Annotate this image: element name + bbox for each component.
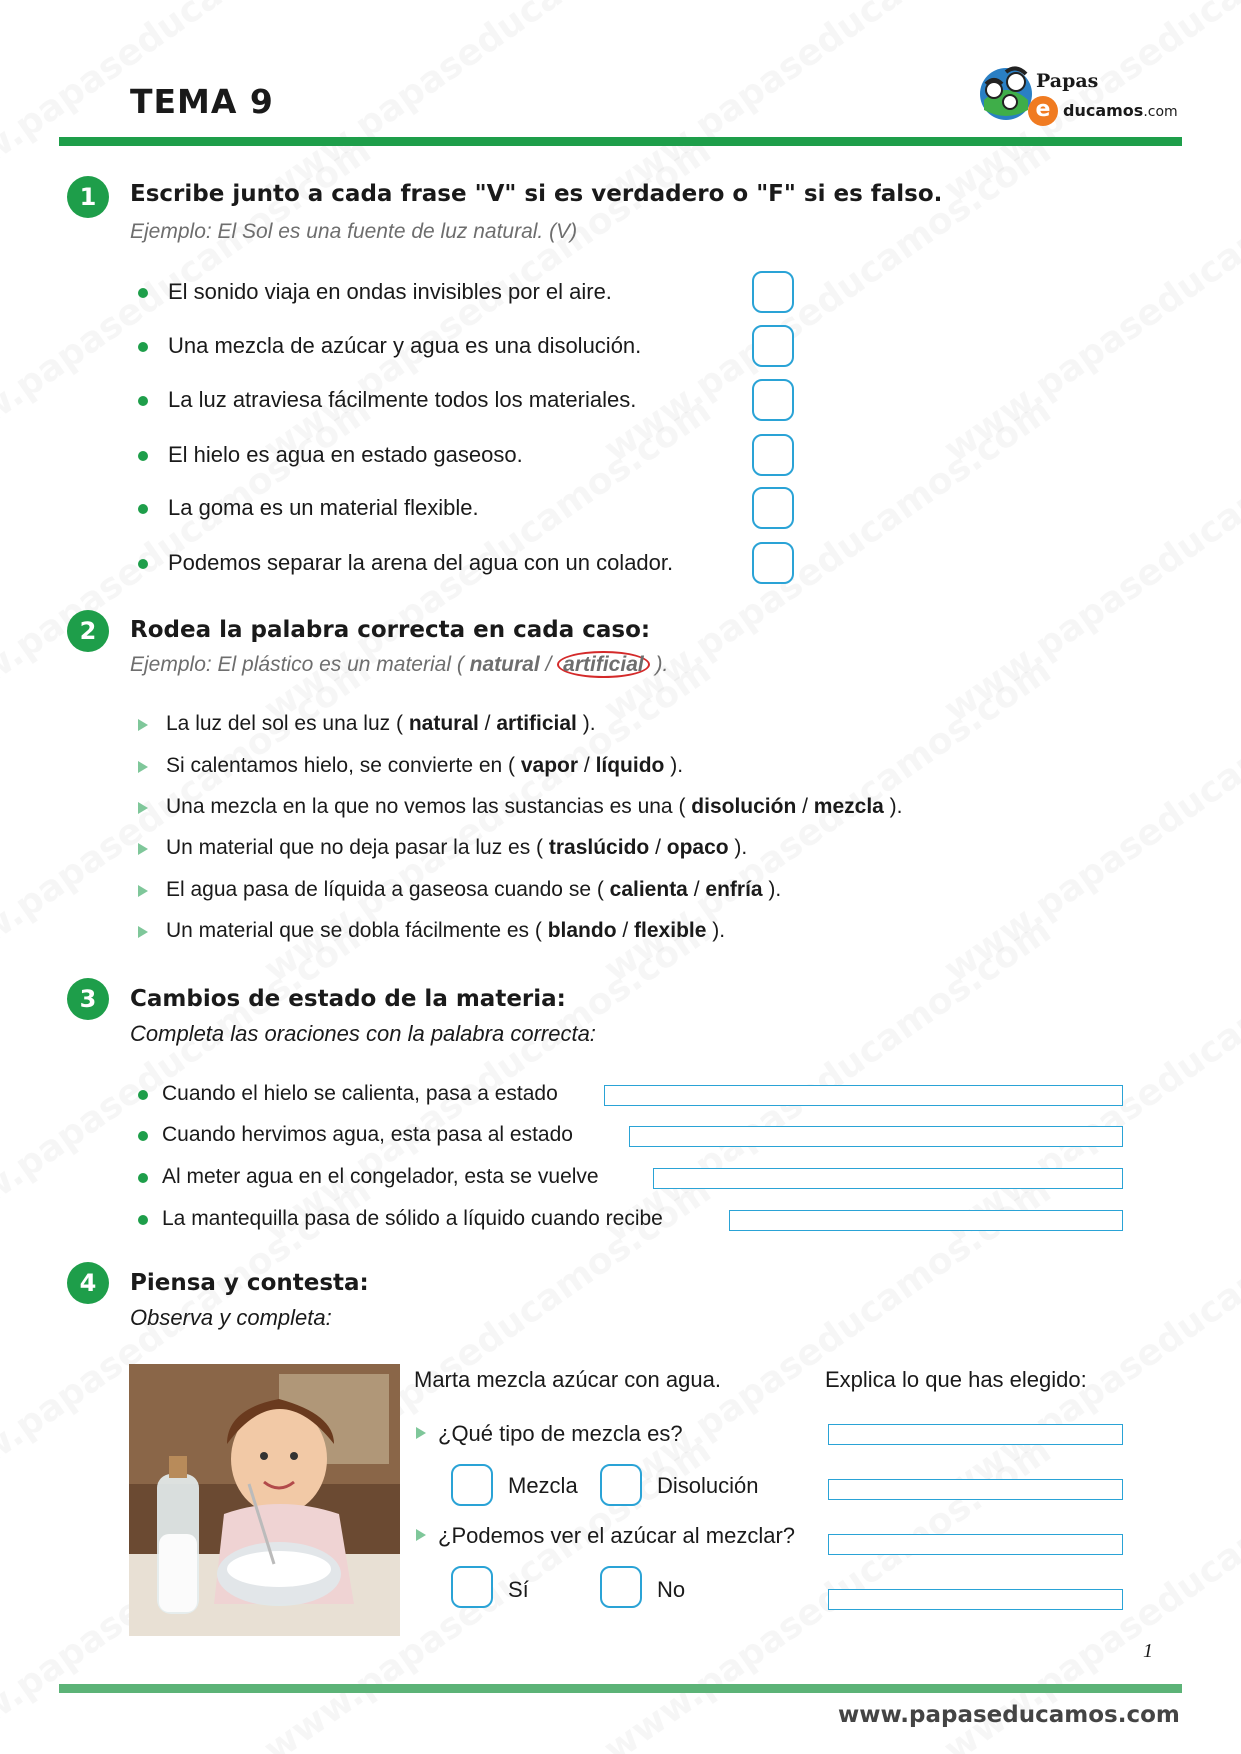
logo-ducamos-text [1063, 101, 1178, 120]
example-option-natural: natural [469, 653, 540, 676]
choice-sentence [166, 878, 781, 902]
choice-option-a[interactable]: natural [408, 712, 479, 735]
example-separator: / [539, 653, 558, 676]
sentence-prefix: Si calentamos hielo, se convierte en ( [166, 754, 521, 777]
logo [976, 60, 1036, 124]
choice-sentence [166, 754, 683, 778]
explain-label: Explica lo que has elegido: [825, 1367, 1087, 1392]
answer-line[interactable] [629, 1126, 1123, 1147]
question-2-text: ¿Podemos ver el azúcar al mezclar? [438, 1523, 796, 1548]
sentence-prefix: La luz del sol es una luz ( [166, 712, 409, 735]
choice-option-b[interactable]: enfría [705, 878, 763, 901]
choice-sentence [166, 919, 725, 943]
answer-line[interactable] [604, 1085, 1123, 1106]
logo-e-badge: e [1028, 96, 1058, 126]
bullet-icon [138, 559, 148, 569]
logo-ducamos-word: ducamos [1063, 101, 1144, 120]
fill-sentence-text: Al meter agua en el congelador, esta se vuelve [162, 1165, 599, 1188]
fill-sentence-text: La mantequilla pasa de sólido a líquido cuando recibe [162, 1207, 663, 1230]
true-false-answer-box[interactable] [752, 271, 794, 313]
true-false-answer-box[interactable] [752, 379, 794, 421]
choice-separator: / [796, 795, 814, 818]
watermark-text [257, 0, 719, 211]
section-1-heading: Escribe junto a cada frase "V" si es verdadero o "F" si es falso. [130, 181, 943, 207]
section-2-example [130, 653, 668, 677]
choice-separator: / [649, 836, 667, 859]
bullet-icon [138, 1173, 148, 1183]
option-disolucion-checkbox[interactable] [600, 1464, 642, 1506]
fill-sentence-text: Cuando hervimos agua, esta pasa al estado [162, 1123, 573, 1146]
watermark-text [937, 910, 1241, 1250]
question-2-marker [416, 1529, 426, 1541]
question-1-text: ¿Qué tipo de mezcla es? [438, 1421, 683, 1446]
statement-text: La luz atraviesa fácilmente todos los materiales. [168, 387, 637, 412]
answer-line[interactable] [653, 1168, 1123, 1189]
watermark-text [597, 910, 1059, 1250]
bullet-icon [138, 1090, 148, 1100]
arrow-bullet-icon [138, 761, 148, 773]
option-si-checkbox[interactable] [451, 1566, 493, 1608]
sentence-prefix: Un material que no deja pasar la luz es ( [166, 836, 549, 859]
section-2-heading: Rodea la palabra correcta en cada caso: [130, 617, 651, 643]
choice-sentence [166, 795, 903, 819]
bullet-icon [138, 288, 148, 298]
section-3-heading: Cambios de estado de la materia: [130, 986, 566, 1012]
family-logo-icon [976, 60, 1036, 124]
page-title: TEMA 9 [130, 82, 274, 121]
choice-separator: / [687, 878, 706, 901]
watermark-text [257, 910, 719, 1250]
watermark-text [0, 910, 378, 1250]
option-mezcla-checkbox[interactable] [451, 1464, 493, 1506]
true-false-answer-box[interactable] [752, 542, 794, 584]
choice-sentence [166, 836, 747, 860]
choice-option-b[interactable]: flexible [634, 919, 707, 942]
section-3-subheading: Completa las oraciones con la palabra correcta: [130, 1021, 596, 1046]
example-suffix: ). [649, 653, 669, 676]
choice-sentence [166, 712, 596, 736]
option-disolucion-label: Disolución [657, 1473, 759, 1498]
bullet-icon [138, 1215, 148, 1225]
footer-url: www.papaseducamos.com [838, 1702, 1180, 1728]
bullet-icon [138, 396, 148, 406]
footer-divider [59, 1684, 1182, 1693]
true-false-answer-box[interactable] [752, 434, 794, 476]
choice-option-b[interactable]: líquido [595, 754, 665, 777]
arrow-bullet-icon [138, 926, 148, 938]
sentence-prefix: El agua pasa de líquida a gaseosa cuando se ( [166, 878, 610, 901]
statement-text: El sonido viaja en ondas invisibles por el aire. [168, 279, 612, 304]
statement-text: Podemos separar la arena del agua con un colador. [168, 550, 674, 575]
true-false-answer-box[interactable] [752, 487, 794, 529]
bullet-icon [138, 451, 148, 461]
choice-option-a[interactable]: disolución [691, 795, 797, 818]
scenario-text: Marta mezcla azúcar con agua. [414, 1367, 721, 1392]
example-option-artificial-circled: artificial [557, 651, 650, 678]
option-no-checkbox[interactable] [600, 1566, 642, 1608]
sentence-suffix: ). [728, 836, 748, 859]
choice-option-b[interactable]: mezcla [813, 795, 884, 818]
fill-sentence-text: Cuando el hielo se calienta, pasa a estado [162, 1082, 558, 1105]
logo-com-text: .com [1143, 104, 1178, 120]
choice-option-a[interactable]: traslúcido [548, 836, 650, 859]
watermark-text [937, 390, 1241, 730]
sentence-prefix: Un material que se dobla fácilmente es ( [166, 919, 548, 942]
explain-line-1[interactable] [828, 1424, 1123, 1445]
example-prefix: Ejemplo: El plástico es un material ( [130, 653, 470, 676]
section-1-number: 1 [67, 176, 109, 218]
arrow-bullet-icon [138, 719, 148, 731]
explain-line-4[interactable] [828, 1589, 1123, 1610]
arrow-bullet-icon [138, 843, 148, 855]
answer-line[interactable] [729, 1210, 1123, 1231]
sentence-suffix: ). [576, 712, 596, 735]
statement-text: El hielo es agua en estado gaseoso. [168, 442, 523, 467]
choice-option-a[interactable]: blando [547, 919, 617, 942]
logo-papas-text: Papas [1036, 70, 1099, 92]
arrow-bullet-icon [138, 885, 148, 897]
section-1-example: Ejemplo: El Sol es una fuente de luz natural. (V) [130, 220, 578, 243]
statement-text: La goma es un material flexible. [168, 495, 479, 520]
option-no-label: No [657, 1577, 686, 1602]
option-si-label: Sí [508, 1577, 529, 1602]
choice-option-a[interactable]: vapor [520, 754, 579, 777]
explain-line-3[interactable] [828, 1534, 1123, 1555]
bullet-icon [138, 504, 148, 514]
header-divider [59, 137, 1182, 146]
sentence-suffix: ). [762, 878, 782, 901]
section-4-number: 4 [67, 1262, 109, 1304]
option-mezcla-label: Mezcla [508, 1473, 578, 1498]
bullet-icon [138, 342, 148, 352]
sentence-suffix: ). [706, 919, 726, 942]
section-4-heading: Piensa y contesta: [130, 1270, 369, 1296]
section-3-number: 3 [67, 978, 109, 1020]
section-2-number: 2 [67, 610, 109, 652]
page-number: 1 [1143, 1640, 1153, 1662]
arrow-bullet-icon [138, 802, 148, 814]
bullet-icon [138, 1131, 148, 1141]
choice-separator: / [478, 712, 497, 735]
true-false-answer-box[interactable] [752, 325, 794, 367]
watermark-text [937, 130, 1241, 470]
watermark-text [937, 650, 1241, 990]
sentence-suffix: ). [664, 754, 684, 777]
choice-option-b[interactable]: artificial [496, 712, 577, 735]
choice-option-b[interactable]: opaco [666, 836, 729, 859]
choice-separator: / [616, 919, 635, 942]
choice-option-a[interactable]: calienta [609, 878, 688, 901]
sentence-prefix: Una mezcla en la que no vemos las sustancias es una ( [166, 795, 692, 818]
statement-text: Una mezcla de azúcar y agua es una disolución. [168, 333, 642, 358]
choice-separator: / [578, 754, 596, 777]
question-1-marker [416, 1427, 426, 1439]
sentence-suffix: ). [883, 795, 903, 818]
girl-mixing-photo [129, 1364, 400, 1636]
explain-line-2[interactable] [828, 1479, 1123, 1500]
section-4-subheading: Observa y completa: [130, 1305, 332, 1330]
